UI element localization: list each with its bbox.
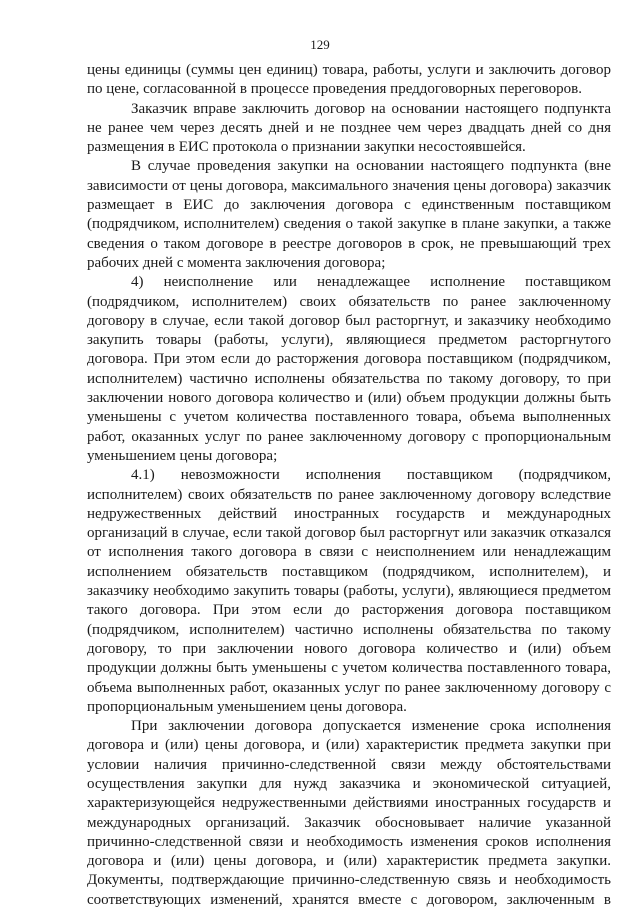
paragraph-contract-timing: Заказчик вправе заключить договор на основании настоящего подпункта не ранее чем через десять дней и не позднее чем через двадцать дней со дня размещения в ЕИС протокола о признании закупки несостоявшейся. bbox=[87, 100, 611, 156]
paragraph-eis-publication: В случае проведения закупки на основании настоящего подпункта (вне зависимости от цены договора, максимального значения цены договора) заказчик размещает в ЕИС до заключения договора с единственным поставщиком (подрядчиком, исполнителем) сведения о такой закупке в плане закупки, а также сведения о таком договоре в реестре договоров в срок, не превышающий трех рабочих дней с момента заключения договора; bbox=[87, 158, 611, 271]
paragraph-contract-changes: При заключении договора допускается изменение срока исполнения договора и (или) цены договора, и (или) характеристик предмета закупки при условии наличия причинно-следственной связи между обстоятельствами осуществления закупки для нужд заказчика и экономической ситуацией, характеризующейся недружественными действиями иностранных государств и международных организаций. Заказчик обосновывает наличие указанной причинно-следственной связи и необходимость изменения сроков исполнения договора и (или) цены договора, и (или) характеристик предмета закупки. Документы, подтверждающие причинно-следственную связь и необходимость соответствующих изменений, хранятся вместе с договором, заключенным в bbox=[87, 718, 611, 908]
paragraph-item-4: 4) неисполнение или ненадлежащее исполнение поставщиком (подрядчиком, исполнителем) своих обязательств по ранее заключенному договору в случае, если такой договор был расторгнут, и заказчику необходимо закупить товары (работы, услуги), являющиеся предметом расторгнутого договора. При этом если до расторжения договора поставщиком (подрядчиком, исполнителем) частично исполнены обязательства по такому договору, то при заключении нового договора количество и (или) объем продукции должны быть уменьшены с учетом количества поставленного товара, объема выполненных работ, оказанных услуг по ранее заключенному договору с пропорциональным уменьшением цены договора; bbox=[87, 274, 611, 464]
document-body bbox=[87, 61, 611, 910]
paragraph-item-4-1: 4.1) невозможности исполнения поставщиком (подрядчиком, исполнителем) своих обязательств по ранее заключенному договору вследствие недружественных действий иностранных государств и международных организаций в случае, если такой договор был расторгнут или заказчик отказался от исполнения такого договора в связи с неисполнением или ненадлежащим исполнением обязательств поставщиком (подрядчиком, исполнителем), и заказчику необходимо закупить товары (работы, услуги), являющиеся предметом такого договора. При этом если до расторжения договора поставщиком (подрядчиком, исполнителем) частично исполнены обязательства по такому договору, то при заключении нового договора количество и (или) объем продукции должны быть уменьшены с учетом количества поставленного товара, объема выполненных работ, оказанных услуг по ранее заключенному договору с пропорциональным уменьшением цены договора. bbox=[87, 467, 611, 715]
paragraph-price-negotiation: цены единицы (суммы цен единиц) товара, работы, услуги и заключить договор по цене, согласованной в процессе проведения преддоговорных переговоров. bbox=[87, 62, 611, 98]
page-number: 129 bbox=[310, 37, 330, 52]
